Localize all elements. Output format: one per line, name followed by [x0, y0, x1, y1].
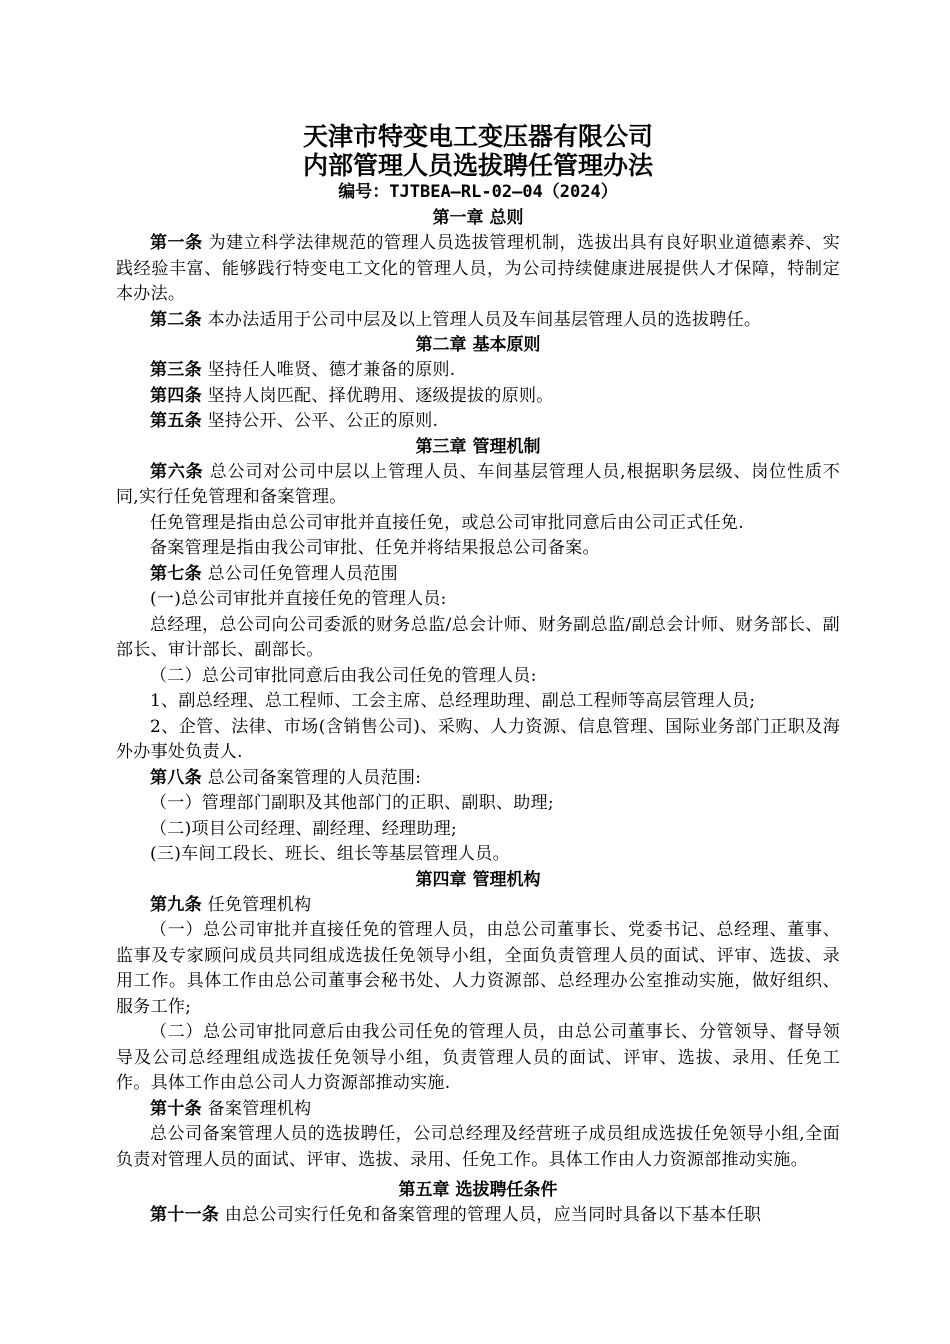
article-7	[116, 562, 840, 588]
article-3-text: 坚持任人唯贤、德才兼备的原则.	[201, 360, 456, 380]
article-5	[116, 409, 840, 435]
article-8-label: 第八条	[150, 767, 202, 788]
article-8-text: 总公司备案管理的人员范围:	[201, 767, 422, 788]
article-11	[116, 1203, 840, 1229]
document-number: 编号：TJTBEA—RL-02—04（2024）	[338, 182, 618, 202]
chapter-5-heading: 第五章 选拔聘任条件	[398, 1180, 558, 1200]
appointment-management-definition: 任免管理是指由总公司审批并直接任免，或总公司审批同意后由公司正式任免.	[150, 512, 744, 533]
filing-management-definition: 备案管理是指由我公司审批、任免并将结果报总公司备案。	[150, 538, 600, 558]
article-5-text: 坚持公开、公平、公正的原则.	[201, 411, 439, 431]
article-3	[116, 358, 840, 384]
article-8	[116, 766, 840, 792]
article-10-body: 总公司备案管理人员的选拔聘任，公司总经理及经营班子成员组成选拔任免领导小组,全面负责对管理人员的面试、评审、选拔、录用、任免工作。具体工作由人力资源部推动实施。	[116, 1124, 840, 1170]
article-6-text: 总公司对公司中层以上管理人员、车间基层管理人员,根据职务层级、岗位性质不同,实行任免管理和备案管理。	[116, 461, 840, 507]
article-1	[116, 231, 840, 308]
article-7-section-2-item-2: 2、企管、法律、市场(含销售公司)、采购、人力资源、信息管理、国际业务部门正职及海外办事处负责人.	[116, 716, 840, 762]
article-7-section-2-heading: （二）总公司审批同意后由我公司任免的管理人员:	[150, 665, 537, 686]
article-10	[116, 1097, 840, 1123]
article-10-text: 备案管理机构	[201, 1098, 312, 1119]
article-11-label: 第十一条	[150, 1205, 220, 1225]
article-6	[116, 460, 840, 511]
article-9-text: 任免管理机构	[201, 894, 312, 915]
document-title-policy: 内部管理人员选拔聘任管理办法	[302, 151, 653, 180]
article-4-text: 坚持人岗匹配、择优聘用、逐级提拔的原则。	[201, 385, 554, 406]
article-3-label: 第三条	[150, 360, 202, 380]
chapter-4-heading: 第四章 管理机构	[415, 869, 541, 890]
chapter-2-heading: 第二章 基本原则	[415, 335, 541, 355]
article-2	[116, 308, 840, 334]
article-8-item-1: （一）管理部门副职及其他部门的正职、副职、助理;	[150, 793, 554, 813]
document-title-company: 天津市特变电工变压器有限公司	[302, 122, 653, 151]
article-6-label: 第六条	[150, 461, 204, 482]
article-8-item-2: （二)项目公司经理、副经理、经理助理;	[150, 818, 458, 839]
article-7-label: 第七条	[150, 563, 202, 584]
article-2-label: 第二条	[150, 309, 202, 330]
chapter-1-heading: 第一章 总则	[432, 208, 524, 228]
article-1-text: 为建立科学法律规范的管理人员选拔管理机制，选拔出具有良好职业道德素养、实践经验丰富、能够践行特变电工文化的管理人员，为公司持续健康进展提供人才保障，特制定本办法。	[116, 233, 840, 304]
article-9-section-1: （一）总公司审批并直接任免的管理人员，由总公司董事长、党委书记、总经理、董事、监事及专家顾问成员共同组成选拔任免领导小组，全面负责管理人员的面试、评审、选拔、录用工作。具体工作由总公司董事会秘书处、人力资源部、总经理办公室推动实施，做好组织、服务工作;	[116, 920, 840, 1017]
article-7-section-2-item-1: 1、副总经理、总工程师、工会主席、总经理助理、副总工程师等高层管理人员;	[150, 691, 756, 711]
chapter-3-heading: 第三章 管理机制	[415, 436, 541, 457]
article-1-label: 第一条	[150, 233, 203, 253]
article-5-label: 第五条	[150, 411, 202, 431]
document-page	[116, 122, 840, 1229]
article-9	[116, 893, 840, 919]
article-9-section-2: （二）总公司审批同意后由我公司任免的管理人员，由总公司董事长、分管领导、督导领导及公司总经理组成选拔任免领导小组，负责管理人员的面试、评审、选拔、录用、任免工作。具体工作由总公司人力资源部推动实施.	[116, 1022, 840, 1093]
article-4-label: 第四条	[150, 385, 202, 406]
article-4	[116, 384, 840, 410]
article-7-section-1-heading: (一)总公司审批并直接任免的管理人员:	[150, 589, 447, 609]
article-2-text: 本办法适用于公司中层及以上管理人员及车间基层管理人员的选拔聘任。	[201, 309, 762, 330]
article-11-text: 由总公司实行任免和备案管理的管理人员，应当同时具备以下基本任职	[219, 1205, 762, 1225]
article-8-item-3: (三)车间工段长、班长、组长等基层管理人员。	[150, 844, 510, 864]
article-7-text: 总公司任免管理人员范围	[201, 563, 398, 584]
article-10-label: 第十条	[150, 1098, 202, 1119]
article-7-section-1-body: 总经理，总公司向公司委派的财务总监/总会计师、财务副总监/副总会计师、财务部长、副部长、审计部长、副部长。	[116, 614, 840, 660]
article-9-label: 第九条	[150, 894, 202, 915]
